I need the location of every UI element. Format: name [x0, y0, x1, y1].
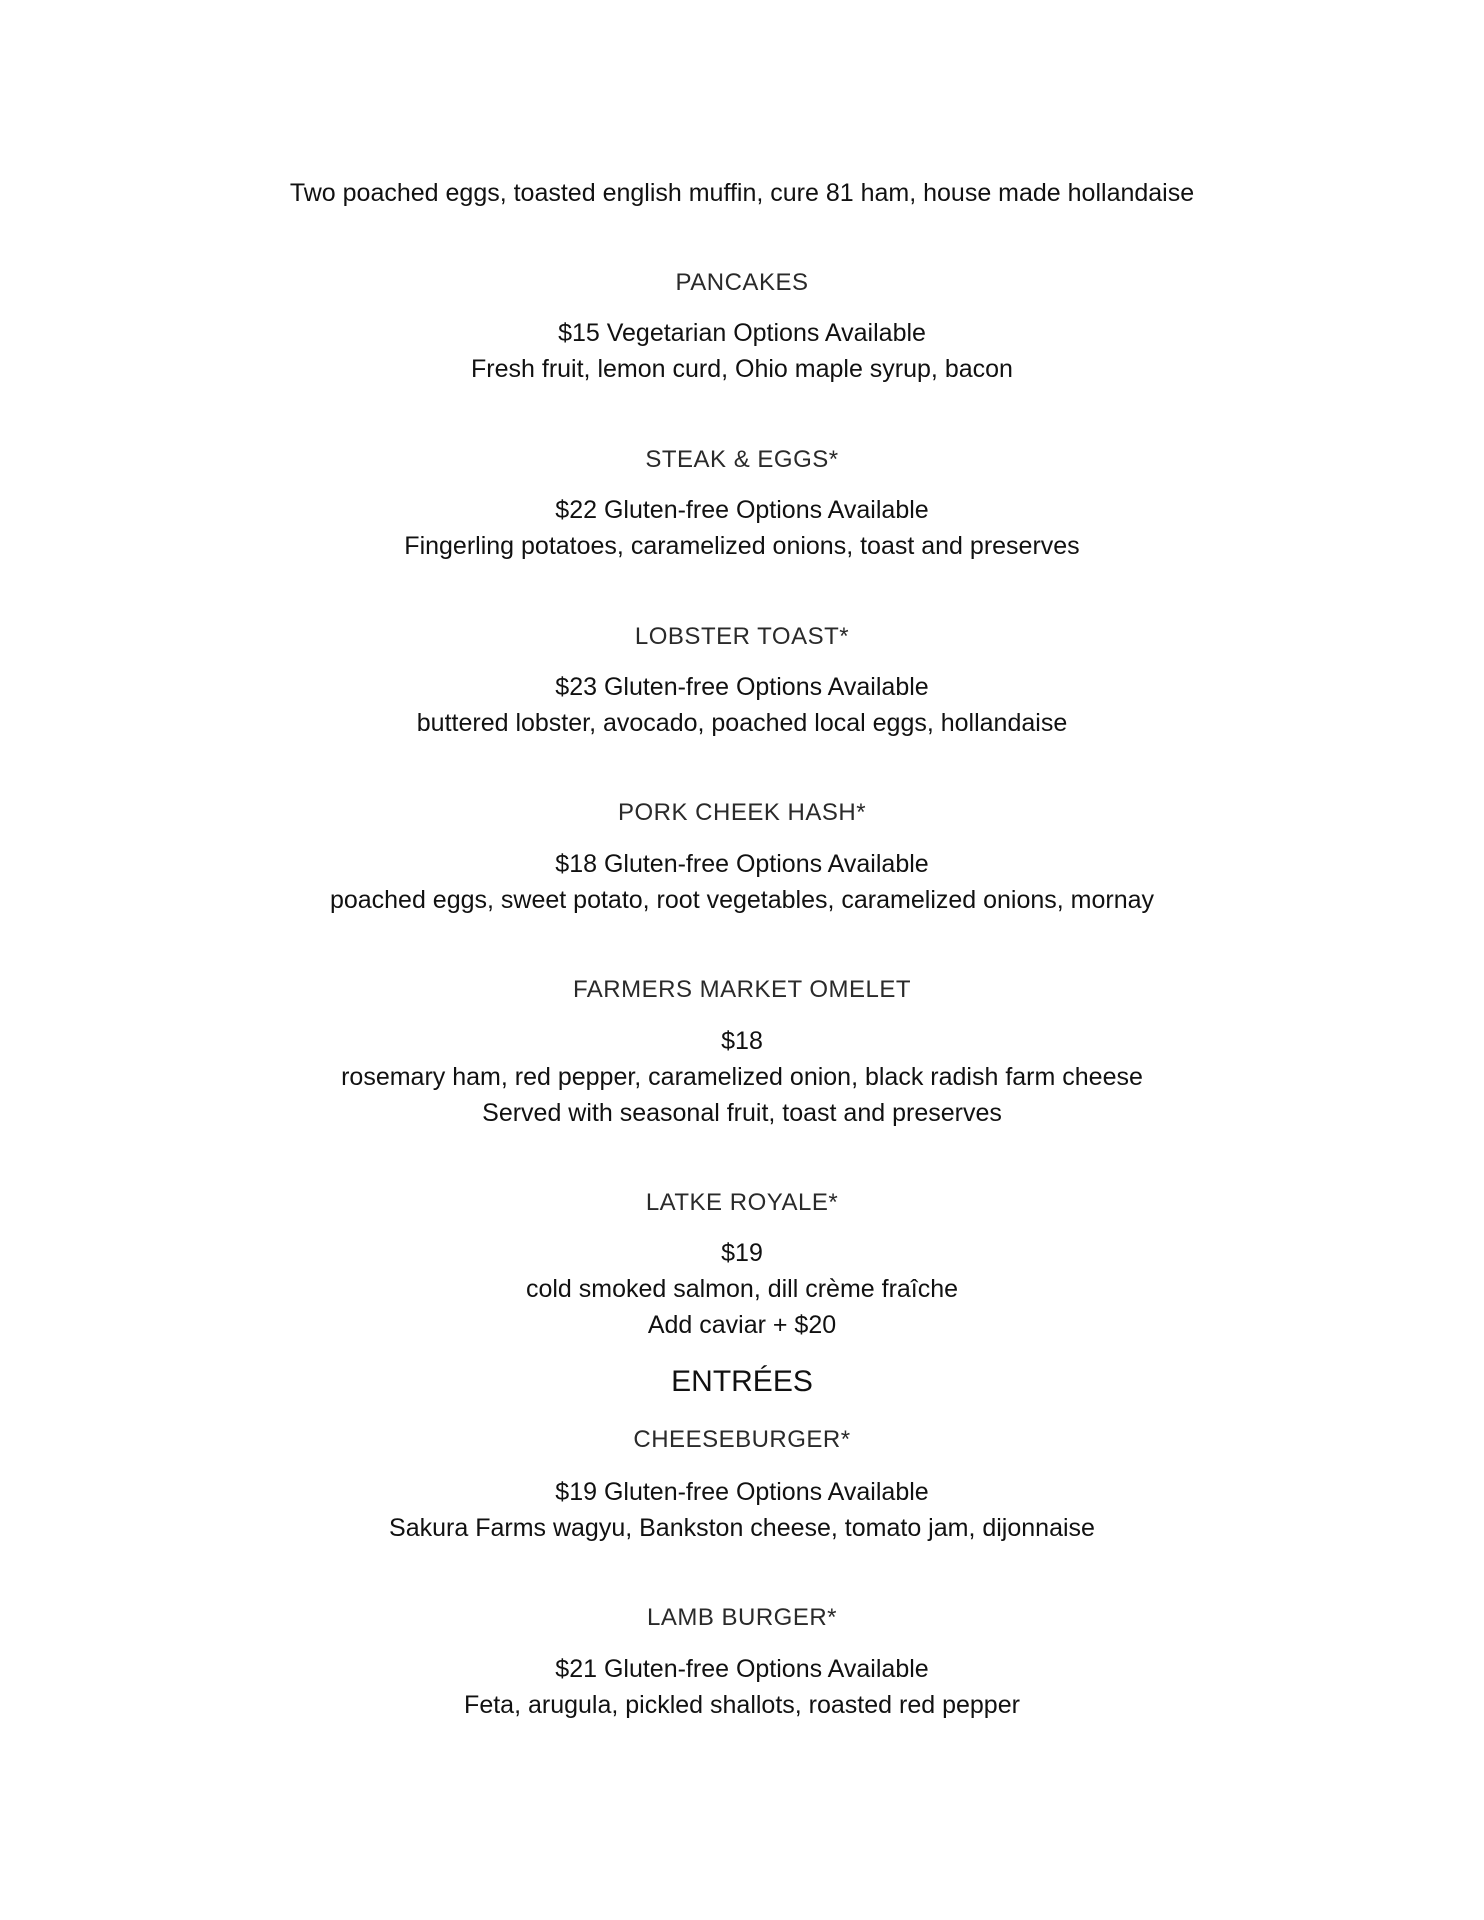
dish-details-steak-eggs: Fingerling potatoes, caramelized onions, toast and preserves [404, 532, 1080, 560]
dish-details-farmers-market-omelet-2: Served with seasonal fruit, toast and preserves [482, 1099, 1002, 1127]
dish-details-lamb-burger: Feta, arugula, pickled shallots, roasted red pepper [464, 1691, 1020, 1719]
dish-name-pancakes: PANCAKES [675, 269, 809, 296]
dish-name-lamb-burger: LAMB BURGER* [646, 1604, 838, 1631]
section-heading-entrees: ENTRÉES [671, 1365, 813, 1398]
dish-price-cheeseburger: $19 Gluten-free Options Available [555, 1478, 929, 1506]
dish-name-farmers-market-omelet: FARMERS MARKET OMELET [572, 976, 912, 1003]
dish-name-latke-royale: LATKE ROYALE* [645, 1189, 839, 1216]
dish-price-lamb-burger: $21 Gluten-free Options Available [555, 1655, 929, 1683]
dish-details-pancakes: Fresh fruit, lemon curd, Ohio maple syrup, bacon [471, 355, 1013, 383]
dish-price-lobster-toast: $23 Gluten-free Options Available [555, 673, 929, 701]
dish-details-pork-cheek-hash: poached eggs, sweet potato, root vegetables, caramelized onions, mornay [329, 886, 1155, 914]
dish-details-latke-royale: cold smoked salmon, dill crème fraîche [525, 1275, 959, 1303]
dish-details-cheeseburger: Sakura Farms wagyu, Bankston cheese, tomato jam, dijonnaise [389, 1514, 1095, 1542]
dish-price-latke-royale: $19 [721, 1239, 763, 1267]
dish-price-steak-eggs: $22 Gluten-free Options Available [555, 496, 929, 524]
dish-name-pork-cheek-hash: PORK CHEEK HASH* [617, 799, 867, 826]
dish-price-farmers-market-omelet: $18 [721, 1027, 763, 1055]
dish-name-steak-eggs: STEAK & EGGS* [645, 446, 839, 473]
dish-name-cheeseburger: CHEESEBURGER* [633, 1426, 851, 1453]
dish-price-pork-cheek-hash: $18 Gluten-free Options Available [555, 850, 929, 878]
intro-description: Two poached eggs, toasted english muffin, cure 81 ham, house made hollandaise [289, 179, 1195, 207]
dish-details-lobster-toast: buttered lobster, avocado, poached local eggs, hollandaise [416, 709, 1068, 737]
dish-details-latke-royale-2: Add caviar + $20 [647, 1311, 837, 1339]
dish-price-pancakes: $15 Vegetarian Options Available [558, 319, 926, 347]
dish-details-farmers-market-omelet: rosemary ham, red pepper, caramelized onion, black radish farm cheese [341, 1063, 1143, 1091]
dish-name-lobster-toast: LOBSTER TOAST* [634, 623, 850, 650]
